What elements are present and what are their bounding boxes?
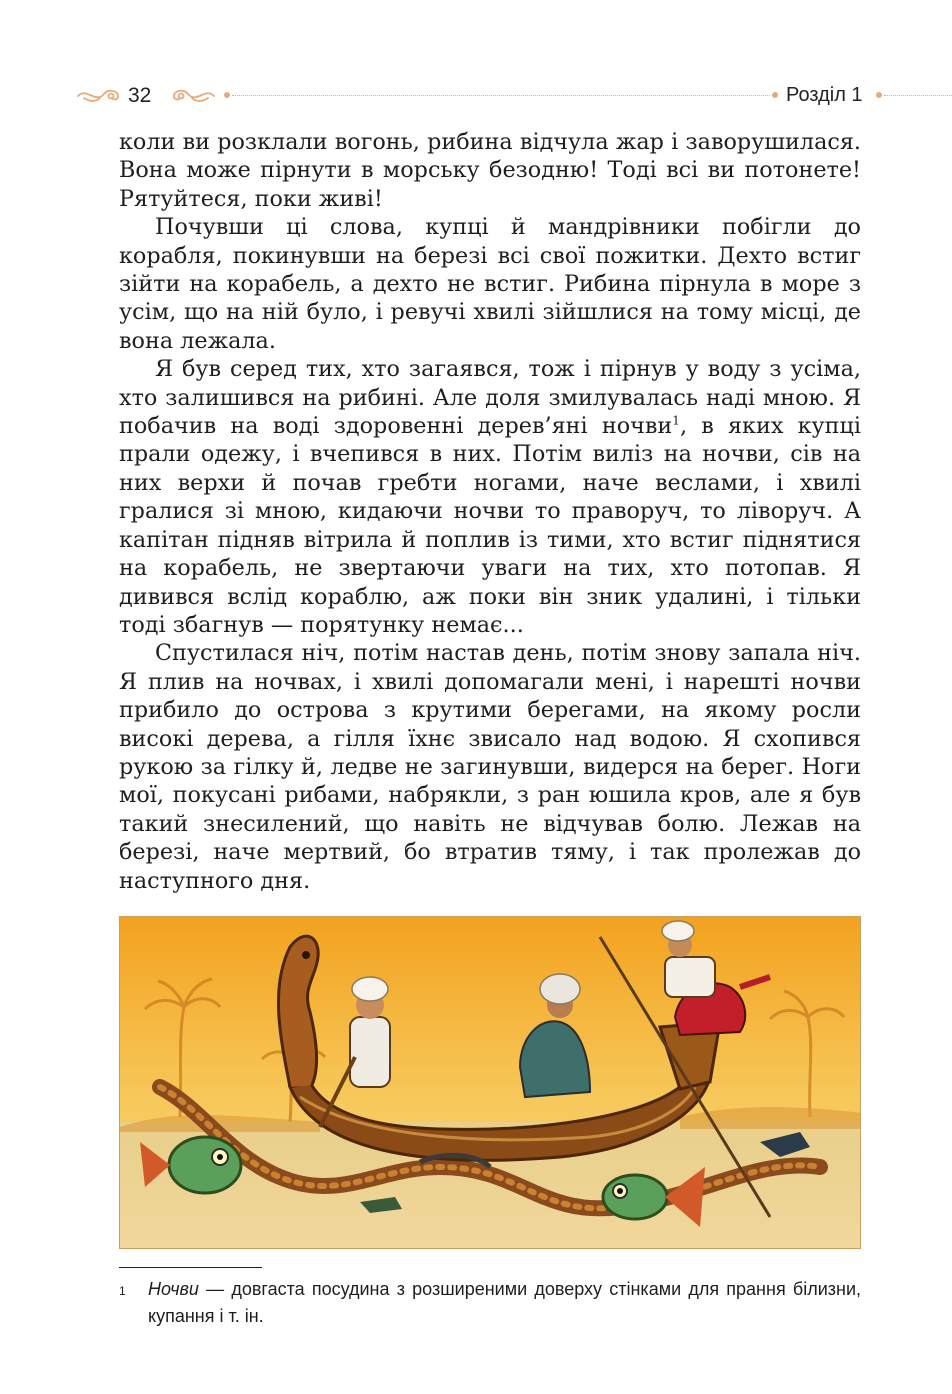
footnote-reference: 1 xyxy=(672,413,680,428)
paragraph-text: Я був серед тих, хто загаявся, тож і пірнув у воду з усіма, хто залишився на рибині. Але доля змилувалась наді мною. Я побачив на воді здоровенні дерев’яні ночви xyxy=(119,356,861,440)
header-dot xyxy=(876,92,882,98)
paragraph-text: , в яких купці прали одежу, і вчепився в них. Потім виліз на ночви, сів на них верхи й почав гребти ногами, наче веслами, і хвилі гралися зі мною, кидаючи ночви то праворуч, то ліворуч. А капітан підняв вітрила й поплив із тими, хто встиг піднятися на корабель, не звертаючи уваги на тих, хто потопав. Я дивився вслід кораблю, аж поки він зник удалині, і тільки тоді збагнув — порятунку немає... xyxy=(119,413,861,638)
header-rule-right xyxy=(884,95,952,96)
right-ornament-icon xyxy=(170,82,216,108)
paragraph: Спустилася ніч, потім настав день, потім знову запала ніч. Я плив на ночвах, і хвилі допомагали мені, і нарешті ночви прибило до острова з крутими берегами, на якому росли високі дерева, а гілля їхнє звисало над водою. Я схопився рукою за гілку й, ледве не загинувши, видерся на берег. Ноги мої, покусані рибами, набрякли, з ран юшила кров, але я був такий знесилений, що навіть не відчував болю. Лежав на березі, наче мертвий, бо втратив тяму, і так пролежав до наступного дня. xyxy=(119,640,861,894)
footnote xyxy=(119,1276,861,1330)
left-ornament-icon xyxy=(76,82,122,108)
paragraph: Почувши ці слова, купці й мандрівники побігли до корабля, покинувши на березі всі свої пожитки. Дехто встиг зійти на корабель, а дехто не встиг. Рибина пірнула в море з усім, що на ній було, і ревучі хвилі зійшлися на тому місці, де вона лежала. xyxy=(119,214,861,354)
header-dot xyxy=(224,92,230,98)
page-number: 32 xyxy=(128,84,152,107)
paragraph: коли ви розклали вогонь, рибина відчула жар і заворушилася. Вона може пірнути в морську безодню! Тоді всі ви потонете! Рятуйтеся, поки живі! xyxy=(119,129,861,212)
header-rule xyxy=(232,95,770,96)
header-dot xyxy=(772,92,778,98)
footnote-term: Ночви xyxy=(148,1279,199,1299)
footnote-divider xyxy=(119,1267,262,1268)
body-text xyxy=(119,128,861,895)
footnote-body xyxy=(148,1276,861,1330)
footnote-number: 1 xyxy=(119,1284,126,1298)
boat-sea-illustration xyxy=(120,917,861,1249)
story-illustration xyxy=(119,916,861,1249)
section-title: Розділ 1 xyxy=(786,84,863,106)
page-header xyxy=(0,76,952,116)
footnote-text: — довгаста посудина з розширеними доверху стінками для прання білизни, купання і т. ін. xyxy=(148,1279,861,1326)
paragraph xyxy=(119,355,861,639)
